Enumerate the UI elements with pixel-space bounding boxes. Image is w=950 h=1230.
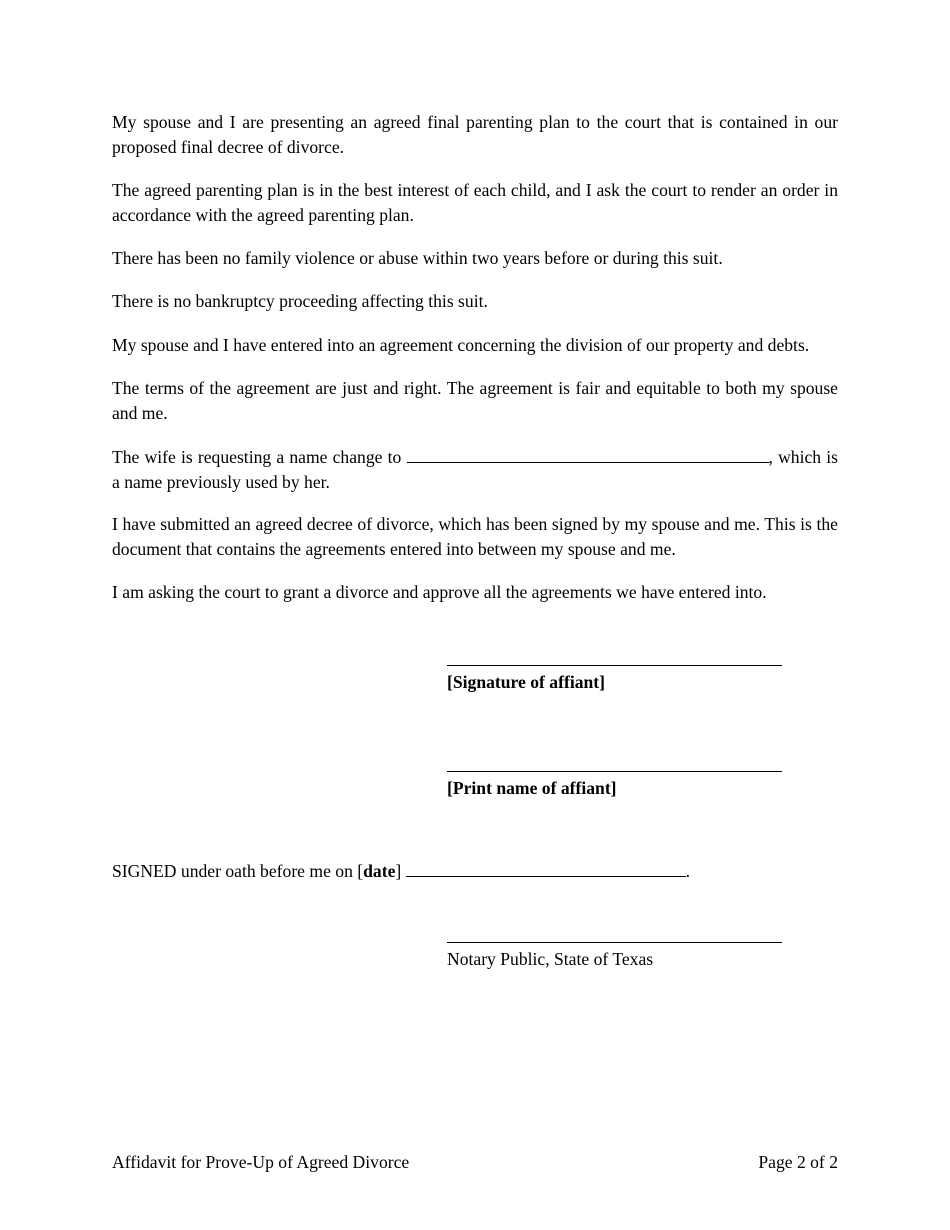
date-label: date (363, 861, 396, 881)
signature-affiant-label: [Signature of affiant] (447, 672, 606, 692)
signed-under-oath-line (112, 858, 838, 884)
signature-affiant-line[interactable] (447, 665, 782, 666)
signed-oath-end: . (685, 861, 691, 881)
paragraph-parenting-plan-presented: My spouse and I are presenting an agreed final parenting plan to the court that is contained in our proposed final decree of divorce. (112, 112, 838, 157)
footer-document-title: Affidavit for Prove-Up of Agreed Divorce (112, 1152, 410, 1172)
signed-oath-text-after: ] (395, 861, 402, 881)
paragraph-request-divorce: I am asking the court to grant a divorce and approve all the agreements we have entered into. (112, 582, 767, 602)
oath-date-blank[interactable] (406, 858, 686, 877)
paragraph-property-agreement: My spouse and I have entered into an agreement concerning the division of our property and debts. (112, 335, 810, 355)
print-name-affiant-line[interactable] (447, 771, 782, 772)
signed-oath-text-before: SIGNED under oath before me on [ (112, 861, 364, 881)
notary-signature-line[interactable] (447, 942, 782, 943)
paragraph-decree-submitted: I have submitted an agreed decree of divorce, which has been signed by my spouse and me. This is the document that contains the agreements entered into between my spouse and me. (112, 514, 838, 559)
signature-affiant-block (447, 665, 787, 695)
name-change-text-after: , which is a name previously used by her. (112, 447, 838, 492)
paragraph-no-bankruptcy: There is no bankruptcy proceeding affecting this suit. (112, 291, 488, 311)
paragraph-parenting-plan-best-interest: The agreed parenting plan is in the best interest of each child, and I ask the court to render an order in accordance with the agreed parenting plan. (112, 180, 838, 225)
print-name-affiant-block (447, 771, 787, 801)
paragraph-name-change (112, 444, 838, 495)
notary-block (447, 942, 787, 972)
paragraph-terms-just-right: The terms of the agreement are just and right. The agreement is fair and equitable to both my spouse and me. (112, 378, 838, 423)
name-change-blank[interactable] (407, 444, 769, 463)
footer-page-number: Page 2 of 2 (758, 1152, 838, 1172)
paragraph-no-family-violence: There has been no family violence or abuse within two years before or during this suit. (112, 248, 723, 268)
notary-label: Notary Public, State of Texas (447, 949, 654, 969)
name-change-text-before: The wife is requesting a name change to (112, 447, 402, 467)
print-name-affiant-label: [Print name of affiant] (447, 778, 617, 798)
